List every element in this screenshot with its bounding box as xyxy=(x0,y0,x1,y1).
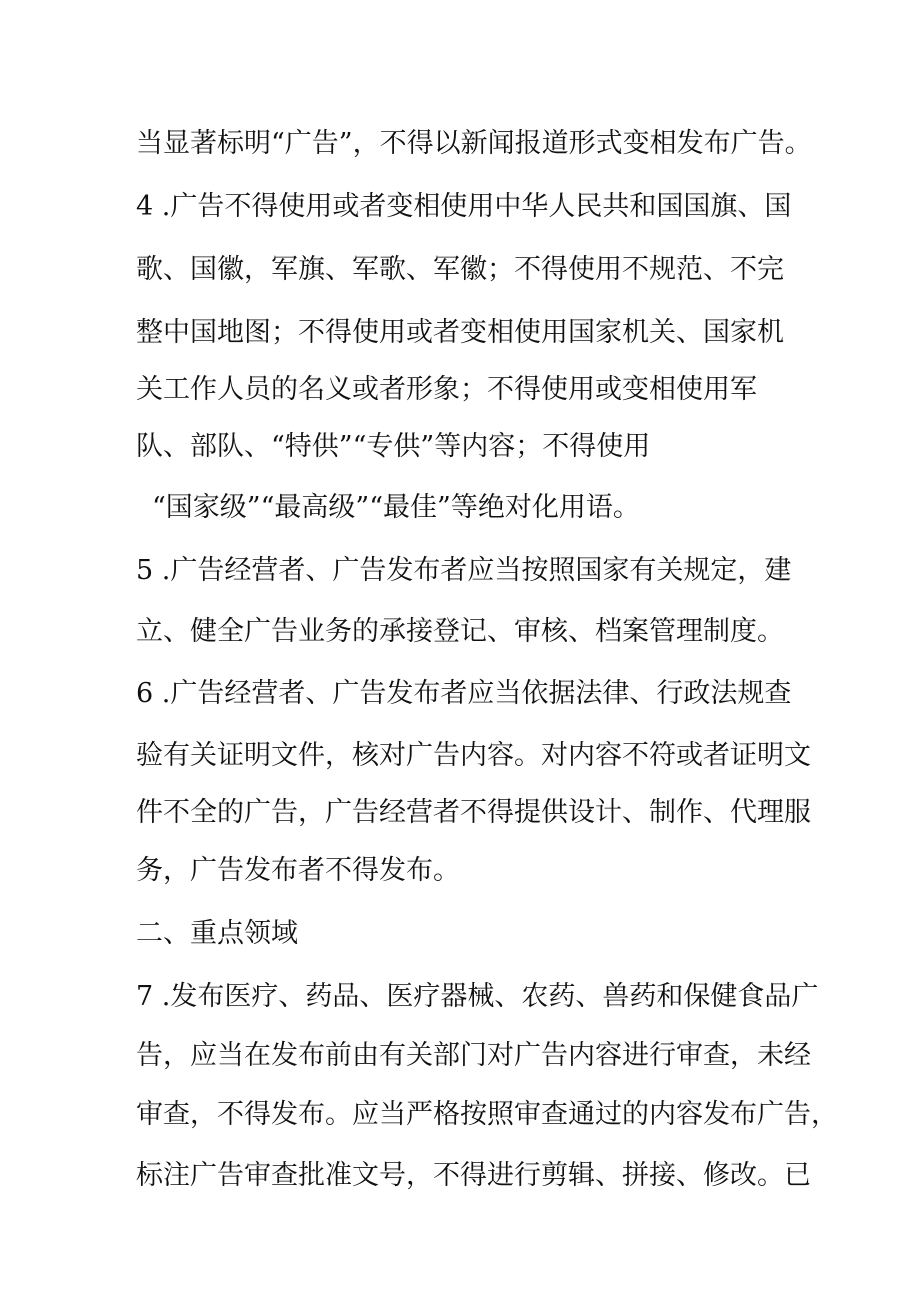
text-line-10: 6 .广告经营者、广告发布者应当依据法律、行政法规查 xyxy=(136,678,792,709)
text-line-17: 审查，不得发布。应当严格按照审查通过的内容发布广告， xyxy=(136,1099,838,1130)
text-line-3: 歌、国徽，军旗、军歌、军徽；不得使用不规范、不完 xyxy=(136,254,784,285)
text-line-9: 立、健全广告业务的承接登记、审核、档案管理制度。 xyxy=(136,616,784,647)
text-line-12: 件不全的广告，广告经营者不得提供设计、制作、代理服 xyxy=(136,797,811,828)
text-line-18: 标注广告审查批准文号，不得进行剪辑、拼接、修改。已 xyxy=(136,1160,811,1191)
text-line-16: 告，应当在发布前由有关部门对广告内容进行审查，未经 xyxy=(136,1040,811,1071)
text-line-15: 7 .发布医疗、药品、医疗器械、农药、兽药和保健食品广 xyxy=(136,981,819,1012)
text-line-8: 5 .广告经营者、广告发布者应当按照国家有关规定，建 xyxy=(136,555,792,586)
text-line-1: 当显著标明“广告”，不得以新闻报道形式变相发布广告。 xyxy=(136,128,812,159)
text-line-11: 验有关证明文件，核对广告内容。对内容不符或者证明文 xyxy=(136,740,811,771)
text-line-2: 4 .广告不得使用或者变相使用中华人民共和国国旗、国 xyxy=(136,191,792,222)
section-heading: 二、重点领域 xyxy=(136,918,298,949)
text-line-6: 队、部队、“特供”“专供”等内容；不得使用 xyxy=(136,431,651,462)
text-line-4: 整中国地图；不得使用或者变相使用国家机关、国家机 xyxy=(136,317,784,348)
text-line-13: 务，广告发布者不得发布。 xyxy=(136,855,460,886)
text-line-5: 关工作人员的名义或者形象；不得使用或变相使用军 xyxy=(136,374,757,405)
text-line-7: “国家级”“最高级”“最佳”等绝对化用语。 xyxy=(152,492,640,523)
